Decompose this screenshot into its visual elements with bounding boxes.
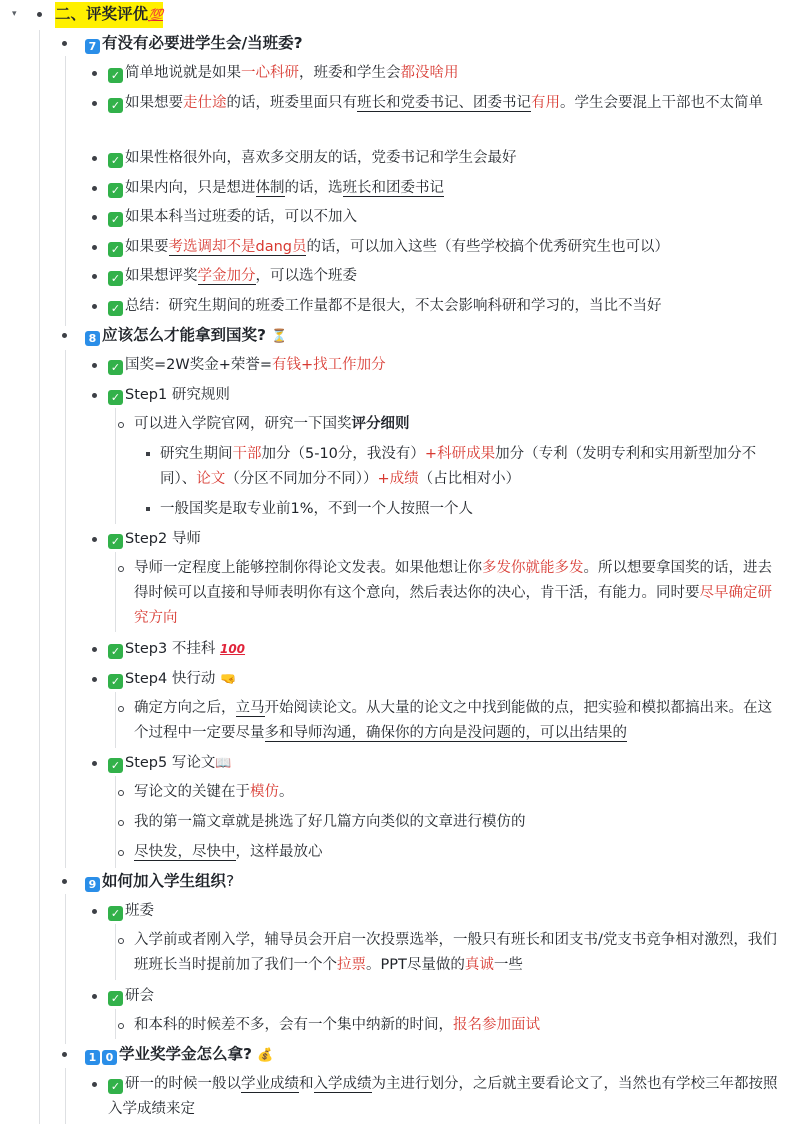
bullet — [92, 994, 97, 999]
item-text — [108, 527, 201, 552]
bullet — [118, 1023, 124, 1029]
item-text — [108, 235, 669, 260]
item-text — [108, 899, 154, 924]
item-text — [134, 780, 294, 805]
item-text — [108, 61, 459, 86]
text-run: 入学成绩 — [313, 1076, 372, 1092]
text-run: 研究生期间 — [160, 446, 233, 462]
bullet — [92, 245, 97, 250]
text-run: Step1 研究规则 — [125, 387, 230, 403]
item-text — [108, 205, 357, 230]
check-icon: ✓ — [108, 644, 123, 659]
text-run: 多发你就能多发 — [482, 560, 584, 576]
list-item — [0, 91, 811, 141]
q8-title: 应该怎么才能拿到国奖? — [102, 326, 266, 344]
text-run: ，这样最放心 — [235, 844, 323, 860]
item-text — [108, 637, 245, 662]
item-text: 9 如何加入学生组织? — [85, 869, 234, 894]
number-badge-icon: 9 — [85, 877, 100, 892]
text-run: Step2 导师 — [125, 531, 201, 547]
item-text — [85, 323, 288, 349]
text-run: 立马 — [235, 700, 265, 716]
item-text — [134, 928, 786, 978]
list-item — [0, 928, 811, 978]
bullet — [92, 186, 97, 191]
check-icon: ✓ — [108, 906, 123, 921]
text-run: 为主进行划分，之后就主要看论文了，当然也有学校三年都按照入学成绩来定 — [108, 1076, 778, 1117]
text-run: 和本科的时候差不多，会有一个集中纳新的时间， — [134, 1017, 453, 1033]
item-text — [134, 1013, 540, 1038]
bullet — [118, 820, 124, 826]
item-text — [108, 383, 230, 408]
level3-guide — [115, 1009, 116, 1039]
text-run: 学业成绩 — [241, 1076, 299, 1092]
check-icon: ✓ — [108, 271, 123, 286]
item-text — [108, 1072, 790, 1122]
text-run: 体制 — [255, 180, 285, 196]
text-run: 如果内向，只是想进 — [125, 180, 256, 196]
text-run: 。所以想要拿国奖的话，进去得时候可以直接和导师表明你有这个意向，然后表达你的决心，肯干活，有能力。同时要 — [134, 560, 772, 601]
text-run: 加分（5-10分，我没有） — [261, 446, 425, 462]
text-run: 。 — [279, 784, 294, 800]
level3-guide — [115, 776, 116, 868]
text-run: 。PPT尽量做的 — [366, 957, 465, 973]
text-run: 尽快发，尽快中 — [134, 844, 236, 860]
item-text — [108, 264, 357, 289]
text-run: 的话，可以加入这些（有些学校搞个优秀研究生也可以） — [306, 239, 669, 255]
text-run: （分区不同加分不同）） — [225, 471, 378, 487]
text-run: 开始阅读论文。从大量的论文之中找到能做的点，把实验和模拟都搞出来。在这个过程中一定要尽量 — [134, 700, 772, 741]
check-icon: ✓ — [108, 758, 123, 773]
text-run: 的话，班委里面只有 — [226, 95, 357, 111]
text-run: Step4 快行动 — [125, 671, 216, 687]
item-text: 我的第一篇文章就是挑选了好几篇方向类似的文章进行模仿的 — [134, 814, 526, 830]
bullet — [37, 12, 42, 17]
check-icon: ✓ — [108, 1079, 123, 1094]
item-text — [108, 353, 386, 378]
bullet — [92, 274, 97, 279]
bullet — [118, 850, 124, 856]
money-bag-icon: 💰 — [257, 1048, 274, 1063]
list-item — [0, 696, 811, 746]
item-text — [108, 751, 232, 776]
text-run: 评分细则 — [351, 416, 410, 432]
item-text — [134, 556, 782, 631]
fist-icon: 🤜 — [219, 672, 237, 687]
bullet — [62, 41, 67, 46]
check-icon: ✓ — [108, 390, 123, 405]
item-text — [108, 294, 662, 319]
text-run: 班委 — [125, 903, 154, 919]
q10-title: 学业奖学金怎么拿? — [119, 1045, 252, 1063]
bullet — [92, 215, 97, 220]
bullet — [92, 677, 97, 682]
bullet — [62, 879, 67, 884]
text-run: 班长和党委书记、团委书记 — [357, 95, 531, 111]
item-text — [108, 91, 790, 116]
text-run: Step5 写论文 — [125, 755, 216, 771]
collapse-toggle-icon[interactable]: ▾ — [12, 9, 17, 19]
check-icon: ✓ — [108, 183, 123, 198]
check-icon: ✓ — [108, 301, 123, 316]
bullet — [118, 938, 124, 944]
item-text — [134, 696, 782, 746]
text-run: 如果要 — [125, 239, 169, 255]
text-run: 和 — [299, 1076, 314, 1092]
text-run: （占比相对小） — [418, 471, 521, 487]
text-run: 一心科研 — [241, 65, 299, 81]
text-run: +科研成果 — [424, 446, 496, 462]
bullet — [92, 909, 97, 914]
bullet — [92, 363, 97, 368]
text-run: 研会 — [125, 988, 154, 1004]
text-run: 模仿 — [250, 784, 279, 800]
text-run: 尽早确定研究方向 — [134, 585, 772, 626]
text-run: ，班委和学生会 — [299, 65, 401, 81]
list-item — [0, 1072, 811, 1122]
text-run: 考选调却不是dang员 — [168, 239, 307, 255]
item-text — [85, 31, 303, 56]
text-run: 报名参加面试 — [453, 1017, 540, 1033]
text-run: 可以进入学院官网，研究一下国奖 — [134, 416, 352, 432]
text-run: 一些 — [493, 957, 523, 973]
item-text — [134, 840, 323, 865]
bullet — [92, 71, 97, 76]
item-text — [108, 146, 517, 171]
text-run: 有钱+找工作加分 — [272, 357, 386, 373]
bullet — [92, 761, 97, 766]
bullet — [118, 422, 124, 428]
hundred-icon: 100 — [219, 642, 246, 656]
item-text — [134, 412, 410, 437]
text-run: ，可以选个班委 — [255, 268, 357, 284]
item-text — [108, 984, 154, 1009]
text-run: 二、评奖评优 — [55, 5, 149, 23]
text-run: 简单地说就是如果 — [125, 65, 241, 81]
bullet — [146, 452, 150, 456]
text-run: 多和导师沟通，确保你的方向是没问题的，可以出结果的 — [264, 725, 627, 741]
text-run: 写论文的关键在于 — [134, 784, 250, 800]
bullet — [62, 1052, 67, 1057]
check-icon: ✓ — [108, 153, 123, 168]
check-icon: ✓ — [108, 242, 123, 257]
text-run: 有用 — [531, 95, 560, 111]
list-item — [0, 442, 811, 492]
text-run: 班长和团委书记 — [342, 180, 444, 196]
text-run: Step3 不挂科 — [125, 641, 216, 657]
bullet — [92, 647, 97, 652]
text-run: 如果想评奖 — [125, 268, 198, 284]
check-icon: ✓ — [108, 68, 123, 83]
bullet — [118, 706, 124, 712]
text-run: 确定方向之后， — [134, 700, 236, 716]
book-icon: 📖 — [215, 756, 232, 771]
bullet — [118, 790, 124, 796]
text-run: 如果性格很外向，喜欢多交朋友的话，党委书记和学生会最好 — [125, 150, 517, 166]
text-run: 的话，选 — [284, 180, 343, 196]
check-icon: ✓ — [108, 674, 123, 689]
text-run: 真诚 — [464, 957, 494, 973]
text-run: 走仕途 — [183, 95, 227, 111]
check-icon: ✓ — [108, 534, 123, 549]
number-badge-icon: 1 — [85, 1050, 100, 1065]
text-run: 拉票 — [337, 957, 366, 973]
text-run: 加分（专利（发明专利和实用新型加分不同）、 — [160, 446, 757, 487]
check-icon: ✓ — [108, 98, 123, 113]
text-run: 国奖=2W奖金+荣誉= — [125, 357, 273, 373]
hourglass-icon: ⏳ — [271, 329, 288, 344]
bullet — [92, 1082, 97, 1087]
text-run: 。学生会要混上干部也不太简单 — [560, 95, 763, 111]
text-run: 入学前或者刚入学，辅导员会开启一次投票选举，一般只有班长和团支书/党支书竞争相对激烈，我们班班长当时提前加了我们一个个 — [134, 932, 777, 973]
item-text: 一般国奖是取专业前1%，不到一个人按照一个人 — [160, 501, 474, 517]
text-run: 导师一定程度上能够控制你得论文发表。如果他想让你 — [134, 560, 482, 576]
check-icon: ✓ — [108, 360, 123, 375]
number-badge-icon: 7 — [85, 39, 100, 54]
section-title — [55, 2, 163, 28]
text-run: 论文 — [196, 471, 226, 487]
q9-title: 如何加入学生组织 — [102, 872, 227, 890]
text-run: 学金加分 — [197, 268, 256, 284]
item-text — [108, 176, 444, 201]
bullet — [92, 393, 97, 398]
text-run: 研一的时候一般以 — [125, 1076, 241, 1092]
check-icon: ✓ — [108, 991, 123, 1006]
check-icon: ✓ — [108, 212, 123, 227]
item-text — [108, 667, 236, 692]
bullet — [62, 333, 67, 338]
text-run: 干部 — [232, 446, 262, 462]
bullet — [92, 101, 97, 106]
bullet — [146, 507, 150, 511]
bullet — [92, 304, 97, 309]
number-badge-icon: 8 — [85, 331, 100, 346]
q7-title: 有没有必要进学生会/当班委? — [102, 34, 303, 52]
text-run: 都没啥用 — [400, 65, 459, 81]
text-run: 总结：研究生期间的班委工作量都不是很大，不太会影响科研和学习的，当比不当好 — [125, 298, 662, 314]
item-text — [85, 1042, 274, 1068]
text-run: +成绩 — [377, 471, 419, 487]
item-text — [160, 442, 790, 492]
text-run: 如果想要 — [125, 95, 183, 111]
bullet — [118, 566, 124, 572]
hundred-icon: 💯 — [148, 8, 163, 22]
bullet — [92, 156, 97, 161]
list-item — [0, 556, 811, 632]
number-badge-icon: 0 — [102, 1050, 117, 1065]
text-run: 如果本科当过班委的话，可以不加入 — [125, 209, 357, 225]
bullet — [92, 537, 97, 542]
